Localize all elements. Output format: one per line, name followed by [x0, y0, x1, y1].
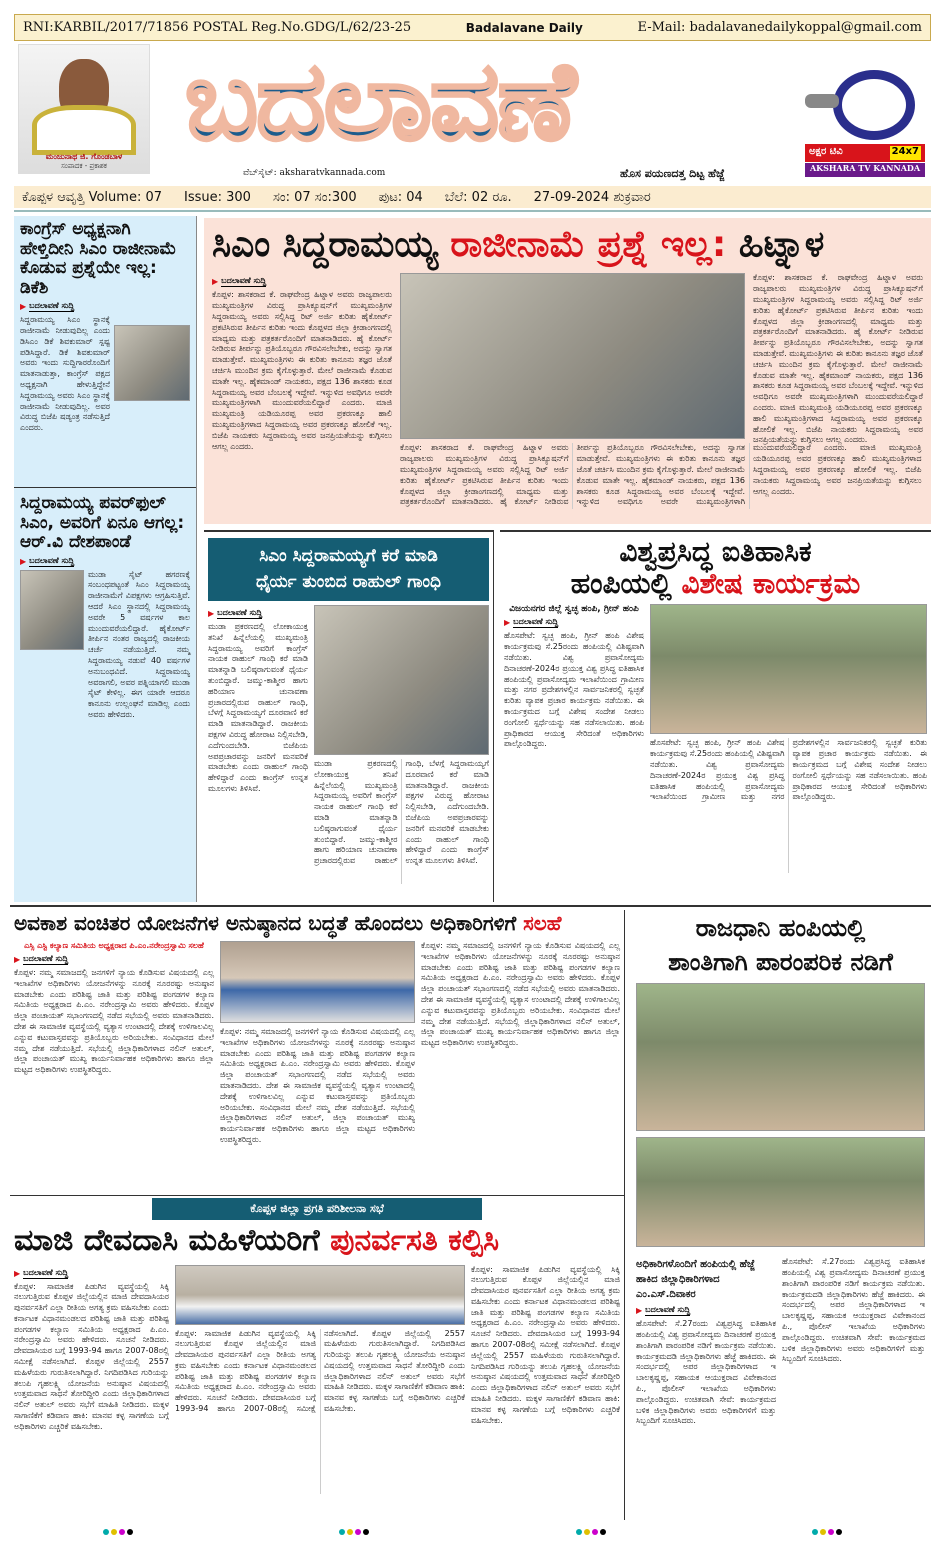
rahul-article: [204, 530, 494, 902]
byline: ▶ ಬದಲಾವಣೆ ಸುದ್ದಿ: [20, 301, 75, 312]
byline: ▶ ಬದಲಾವಣೆ ಸುದ್ದಿ: [14, 954, 69, 964]
issue-info-bar: [14, 186, 931, 208]
hampi-article: [500, 530, 931, 902]
article-body: ಕೊಪ್ಪಳ: ಸಾಮಾಜಿಕ ಪಿಡುಗಿನ ವ್ಯವಸ್ಥೆಯಲ್ಲಿ ಸಿಕ್ಕಿ ನಲುಗುತ್ತಿರುವ ಕೊಪ್ಪಳ ಜಿಲ್ಲೆಯಲ್ಲಿನ ಮಾಜಿ ದೇವದಾಸಿಯರ ಪುನರ್ವಸತಿಗೆ ಎಲ್ಲಾ ರೀತಿಯ ಅಗತ್ಯ ಕ್ರಮ ವಹಿಸಬೇಕು ಎಂದು ಕರ್ನಾಟಕ ವಿಧಾನಮಂಡಲದ ಪರಿಶಿಷ್ಟ ಜಾತಿ ಮತ್ತು ಪರಿಶಿಷ್ಟ ಪಂಗಡಗಳ ಕಲ್ಯಾಣ ಸಮಿತಿಯ ಅಧ್ಯಕ್ಷರಾದ ಪಿ.ಎಂ. ನರೇಂದ್ರಸ್ವಾಮಿ ಅವರು ಹೇಳಿದರು. ಸೂಚನೆ ನೀಡಿದರು. ದೇವದಾಸಿಯರ ಬಗ್ಗೆ 1993-94 ಹಾಗೂ 2007-08ರಲ್ಲಿ ಸಮೀಕ್ಷೆ ನಡೆಸಲಾಗಿದೆ. ಕೊಪ್ಪಳ ಜಿಲ್ಲೆಯಲ್ಲಿ 2557 ಮಹಿಳೆಯರು ಗುರುತಿಸಲಾಗಿದ್ದಾರೆ. ನಿಗದಿಪಡಿಸಿದ ಗುರಿಯನ್ನು ತಲುಪಿ ಗೃಹಲಕ್ಷ್ಮಿ ಯೋಜನೆಯ ಅನುಷ್ಠಾನ ವಿಷಯದಲ್ಲಿ ಉತ್ತಮವಾದ ಸಾಧನೆ ತೋರಿದ್ದೀರಿ ಎಂದು ಜಿಲ್ಲಾಧಿಕಾರಿಗಳಾದ ನಲಿನ್ ಅತುಲ್ ಅವರು ಸಭೆಗೆ ಮಾಹಿತಿ ನೀಡಿದರು. ಮಕ್ಕಳ ಸಾಗಾಣಿಕೆಗೆ ಕಡಿವಾಣ ಹಾಕಿ: ಮಾನವ ಕಳ್ಳ ಸಾಗಣೆಯ ಬಗ್ಗೆ ಅಧಿಕಾರಿಗಳು ಎಚ್ಚರಿಕೆ ವಹಿಸಬೇಕು.: [175, 1328, 466, 1414]
editor-role: ಸಂಪಾದಕ - ಪ್ರಕಾಶಕ: [61, 162, 107, 170]
byline: ▶ ಬದಲಾವಣೆ ಸುದ್ದಿ: [208, 608, 263, 618]
footer-color-dots: [0, 1522, 945, 1542]
headline: ಕಾಂಗ್ರೆಸ್ ಅಧ್ಯಕ್ಷನಾಗಿ ಹೇಳ್ತಿದೀನಿ ಸಿಎಂ ರಾಜೀನಾಮೆ ಕೊಡುವ ಪ್ರಶ್ನೆಯೇ ಇಲ್ಲ: ಡಿಕೆಶಿ: [20, 219, 177, 298]
tagline: ಹೊಸ ಪಯಣದತ್ತ ದಿಟ್ಟ ಹೆಜ್ಜೆ: [620, 167, 725, 180]
page-number: ಪುಟ: 04: [378, 189, 423, 205]
headline-line2: ಹಂಪಿಯಲ್ಲಿ ವಿಶೇಷ ಕಾರ್ಯಕ್ರಮ: [570, 567, 861, 601]
heritage-walk-photo-2: [636, 1137, 925, 1247]
salahe-article: [10, 910, 625, 1195]
article-body: ಮುಡಾ ಪ್ರಕರಣದಲ್ಲಿ ಲೋಕಾಯುಕ್ತ ತನಿಖೆ ಹಿನ್ನೆಲೆಯಲ್ಲಿ ಮುಖ್ಯಮಂತ್ರಿ ಸಿದ್ದರಾಮಯ್ಯ ಅವರಿಗೆ ಕಾಂಗ್ರೆಸ್ ನಾಯಕ ರಾಹುಲ್ ಗಾಂಧಿ ಕರೆ ಮಾಡಿ ಮಾತನ್ನಾಡಿ ಬಲಿಷ್ಠರಾಗುವಂತೆ ಧೈರ್ಯ ತುಂಬಿದ್ದಾರೆ. ಜಮ್ಮು-ಕಾಶ್ಮೀರ ಹಾಗು ಹರಿಯಾಣ ಚುನಾವಣಾ ಪ್ರಚಾರದಲ್ಲಿರುವ ರಾಹುಲ್ ಗಾಂಧಿ, ಬೆಳಗ್ಗೆ ಸಿದ್ದರಾಮಯ್ಯಗೆ ದೂರವಾಣಿ ಕರೆ ಮಾಡಿ ಮಾತನಾಡಿದ್ದಾರೆ. ರಾಜಕೀಯ ಪಕ್ಷಗಳ ವಿರುದ್ಧ ಹೋರಾಟ ನಿಲ್ಲಿಸಬೇಡಿ, ಎದೆಗುಂದಬೇಡಿ. ಬಿಜೆಪಿಯ ಅಪಪ್ರಚಾರವನ್ನು ಜನರಿಗೆ ಮನವರಿಕೆ ಮಾಡಬೇಕು ಎಂದು ರಾಹುಲ್ ಗಾಂಧಿ ಹೇಳಿದ್ದಾರೆ ಎಂದು ಕಾಂಗ್ರೆಸ್ ಉನ್ನತ ಮೂಲಗಳು ತಿಳಿಸಿವೆ.: [314, 759, 489, 866]
lead-article: [204, 218, 931, 524]
headline: ಸಿಎಂ ಸಿದ್ದರಾಮಯ್ಯಗೆ ಕರೆ ಮಾಡಿ ಧೈರ್ಯ ತುಂಬಿದ ರಾಹುಲ್ ಗಾಂಧಿ: [208, 538, 489, 601]
subhead: ಎಸ್ಸಿ ಎಸ್ಟಿ ಕಲ್ಯಾಣ ಸಮಿತಿಯ ಅಧ್ಯಕ್ಷರಾದ ಪಿ.ಎಂ.ನರೇಂದ್ರಸ್ವಾಮಿ ಸಲಹೆ: [24, 941, 204, 950]
article-body: ಹೊಸಪೇಟೆ: ಸ್ವಚ್ಛ ಹಂಪಿ, ಗ್ರೀನ್ ಹಂಪಿ ವಿಶೇಷ ಕಾರ್ಯಕ್ರಮವು ಸೆ.25ರಂದು ಹಂಪಿಯಲ್ಲಿ ವಿಶಿಷ್ಟವಾಗಿ ನಡೆಯಿತು. ವಿಶ್ವ ಪ್ರವಾಸೋದ್ಯಮ ದಿನಾಚರಣೆ-2024ರ ಪ್ರಯುಕ್ತ ವಿಶ್ವ ಪ್ರಸಿದ್ಧ ಐತಿಹಾಸಿಕ ಹಂಪಿಯಲ್ಲಿ ಪ್ರವಾಸೋದ್ಯಮ ಇಲಾಖೆಯಿಂದ ಗ್ರಾಮೀಣ ಮತ್ತು ನಗರ ಪ್ರದೇಶಗಳಲ್ಲಿನ ಸಾರ್ವಜನಿಕರಲ್ಲಿ ಸ್ವಚ್ಛತೆ ಕುರಿತು ವ್ಯಾಪಕ ಪ್ರಚಾರ ಕಾರ್ಯಕ್ರಮ ನಡೆಯಿತು. ಈ ಕಾರ್ಯಕ್ರಮದ ಬಗ್ಗೆ ವಿಶೇಷ ಸಂದೇಶ ನೀಡಲು ರಂಗೋಲಿ ಸ್ಪರ್ಧೆಯನ್ನು ಸಹ ನಡೆಸಲಾಯಿತು. ಹಂಪಿ ಪ್ರಾಧಿಕಾರದ ಆಯುಕ್ತ ಸೇರಿದಂತೆ ಅಧಿಕಾರಿಗಳು ಪಾಲ್ಗೊಂಡಿದ್ದರು.: [504, 631, 644, 749]
heritage-walk-photo-1: [636, 983, 925, 1131]
issue: Issue: 300: [184, 189, 251, 205]
paper-english-name: Badalavane Daily: [465, 20, 583, 35]
devadasi-article: [10, 1195, 625, 1520]
dk-shivakumar-photo: [114, 325, 190, 401]
top-strip: [14, 14, 931, 41]
subhead: ಅಧಿಕಾರಿಗಳೊಂದಿಗೆ ಹಂಪಿಯಲ್ಲಿ ಹೆಜ್ಜೆ ಹಾಕಿದ ಜಿಲ್ಲಾಧಿಕಾರಿಗಳಾದ ಎಂ.ಎಸ್.ದಿವಾಕರ: [636, 1259, 755, 1301]
article-body: ಹೊಸಪೇಟೆ: ಸೆ.27ರಂದು ವಿಶ್ವಪ್ರಸಿದ್ಧ ಐತಿಹಾಸಿಕ ಹಂಪಿಯಲ್ಲಿ ವಿಶ್ವ ಪ್ರವಾಸೋದ್ಯಮ ದಿನಾಚರಣೆ ಪ್ರಯುಕ್ತ ಶಾಂತಿಗಾಗಿ ಪಾರಂಪರಿಕ ನಡಿಗೆ ಕಾರ್ಯಕ್ರಮ ನಡೆಯಿತು. ಕಾರ್ಯಕ್ರಮದಡಿ ಜಿಲ್ಲಾಧಿಕಾರಿಗಳು ಹೆಜ್ಜೆ ಹಾಕಿದರು. ಈ ಸಂದರ್ಭದಲ್ಲಿ ಅಪರ ಜಿಲ್ಲಾಧಿಕಾರಿಗಳಾದ ಇ ಬಾಲಕೃಷ್ಣಪ್ಪ, ಸಹಾಯಕ ಆಯುಕ್ತರಾದ ವಿವೇಕಾನಂದ ಪಿ., ಪೊಲೀಸ್ ಇಲಾಖೆಯ ಅಧಿಕಾರಿಗಳು ಪಾಲ್ಗೊಂಡಿದ್ದರು. ಉಚಿತವಾಗಿ ಸೇವೆ: ಕಾರ್ಯಕ್ರಮದ ಬಳಿಕ ಜಿಲ್ಲಾಧಿಕಾರಿಗಳು ಅವರು ಅಧಿಕಾರಿಗಳಿಗೆ ಮತ್ತು ಸಿಬ್ಬಂದಿಗೆ ಸೂಚಿಸಿದರು.: [636, 1319, 776, 1426]
headline: ಸಿದ್ದರಾಮಯ್ಯ ಪವರ್‌ಫುಲ್ ಸಿಎಂ, ಅವರಿಗೆ ಏನೂ ಆಗಲ್ಲ: ಆರ್.ವಿ ದೇಶಪಾಂಡೆ: [20, 493, 185, 553]
byline: ▶ ಬದಲಾವಣೆ ಸುದ್ದಿ: [636, 1305, 691, 1316]
kicker-banner: ಕೊಪ್ಪಳ ಜಿಲ್ಲಾ ಪ್ರಗತಿ ಪರಿಶೀಲನಾ ಸಭೆ: [152, 1198, 482, 1220]
byline: ▶ ಬದಲಾವಣೆ ಸುದ್ದಿ: [212, 276, 267, 287]
article-body: ಕೊಪ್ಪಳ: ನಮ್ಮ ಸಮಾಜದಲ್ಲಿ ಜನಗಳಿಗೆ ನ್ಯಾಯ ಕೊಡಿಸುವ ವಿಷಯದಲ್ಲಿ ಎಲ್ಲ ಇಲಾಖೆಗಳ ಅಧಿಕಾರಿಗಳು ಯೋಜನೆಗಳನ್ನು ನೂರಕ್ಕೆ ನೂರರಷ್ಟು ಅನುಷ್ಠಾನ ಮಾಡಬೇಕು ಎಂದು ಪರಿಶಿಷ್ಟ ಜಾತಿ ಮತ್ತು ಪರಿಶಿಷ್ಟ ಪಂಗಡಗಳ ಕಲ್ಯಾಣ ಸಮಿತಿಯ ಅಧ್ಯಕ್ಷರಾದ ಪಿ.ಎಂ. ನರೇಂದ್ರಸ್ವಾಮಿ ಅವರು ಹೇಳಿದರು. ಕೊಪ್ಪಳ ಜಿಲ್ಲಾ ಪಂಚಾಯತ್ ಸಭಾಂಗಣದಲ್ಲಿ ನಡೆದ ಸಭೆಯಲ್ಲಿ ಅವರು ಮಾತನಾಡಿದರು. ದೇಶ ಈ ಸಾಮಾಜಿಕ ವ್ಯವಸ್ಥೆಯಲ್ಲಿ ವ್ಯತ್ಯಾಸ ಉಂಟಾದಲ್ಲಿ ದೇಶಕ್ಕೆ ಉಳಿಗಾಲವಿಲ್ಲ ಎನ್ನುವ ಕಟುವಾಸ್ತವವನ್ನು ಪ್ರತಿಯೊಬ್ಬರು ಅರಿಯಬೇಕು. ಸಂವಿಧಾನದ ಮೇಲೆ ನಮ್ಮ ದೇಶ ನಡೆಯುತ್ತಿದೆ. ಸಭೆಯಲ್ಲಿ ಜಿಲ್ಲಾಧಿಕಾರಿಗಳಾದ ನಲಿನ್ ಅತುಲ್, ಜಿಲ್ಲಾ ಪಂಚಾಯತ್ ಮುಖ್ಯ ಕಾರ್ಯನಿರ್ವಾಹಕ ಅಧಿಕಾರಿಗಳು ಹಾಗೂ ಜಿಲ್ಲಾ ಮಟ್ಟದ ಅಧಿಕಾರಿಗಳು ಉಪಸ್ಥಿತರಿದ್ದರು.: [14, 968, 214, 1075]
tv-logo-ring-icon: [833, 70, 915, 140]
headline: ವಿಶ್ವಪ್ರಸಿದ್ಧ ಐತಿಹಾಸಿಕ: [619, 535, 812, 568]
rv-deshpande-photo: [20, 570, 84, 650]
article-body: ಕೊಪ್ಪಳ: ನಮ್ಮ ಸಮಾಜದಲ್ಲಿ ಜನಗಳಿಗೆ ನ್ಯಾಯ ಕೊಡಿಸುವ ವಿಷಯದಲ್ಲಿ ಎಲ್ಲ ಇಲಾಖೆಗಳ ಅಧಿಕಾರಿಗಳು ಯೋಜನೆಗಳನ್ನು ನೂರಕ್ಕೆ ನೂರರಷ್ಟು ಅನುಷ್ಠಾನ ಮಾಡಬೇಕು ಎಂದು ಪರಿಶಿಷ್ಟ ಜಾತಿ ಮತ್ತು ಪರಿಶಿಷ್ಟ ಪಂಗಡಗಳ ಕಲ್ಯಾಣ ಸಮಿತಿಯ ಅಧ್ಯಕ್ಷರಾದ ಪಿ.ಎಂ. ನರೇಂದ್ರಸ್ವಾಮಿ ಅವರು ಹೇಳಿದರು. ಕೊಪ್ಪಳ ಜಿಲ್ಲಾ ಪಂಚಾಯತ್ ಸಭಾಂಗಣದಲ್ಲಿ ನಡೆದ ಸಭೆಯಲ್ಲಿ ಅವರು ಮಾತನಾಡಿದರು. ದೇಶ ಈ ಸಾಮಾಜಿಕ ವ್ಯವಸ್ಥೆಯಲ್ಲಿ ವ್ಯತ್ಯಾಸ ಉಂಟಾದಲ್ಲಿ ದೇಶಕ್ಕೆ ಉಳಿಗಾಲವಿಲ್ಲ ಎನ್ನುವ ಕಟುವಾಸ್ತವವನ್ನು ಪ್ರತಿಯೊಬ್ಬರು ಅರಿಯಬೇಕು. ಸಂವಿಧಾನದ ಮೇಲೆ ನಮ್ಮ ದೇಶ ನಡೆಯುತ್ತಿದೆ. ಸಭೆಯಲ್ಲಿ ಜಿಲ್ಲಾಧಿಕಾರಿಗಳಾದ ನಲಿನ್ ಅತುಲ್, ಜಿಲ್ಲಾ ಪಂಚಾಯತ್ ಮುಖ್ಯ ಕಾರ್ಯನಿರ್ವಾಹಕ ಅಧಿಕಾರಿಗಳು ಹಾಗೂ ಜಿಲ್ಲಾ ಮಟ್ಟದ ಅಧಿಕಾರಿಗಳು ಉಪಸ್ಥಿತರಿದ್ದರು.: [220, 1027, 415, 1144]
editor-photo: [18, 44, 150, 174]
editor-name: ಮಂಜುನಾಥ ಜಿ. ಗೊಂಡಬಾಳ: [45, 152, 123, 161]
article-body: ಹೊಸಪೇಟೆ: ಸ್ವಚ್ಛ ಹಂಪಿ, ಗ್ರೀನ್ ಹಂಪಿ ವಿಶೇಷ ಕಾರ್ಯಕ್ರಮವು ಸೆ.25ರಂದು ಹಂಪಿಯಲ್ಲಿ ವಿಶಿಷ್ಟವಾಗಿ ನಡೆಯಿತು. ವಿಶ್ವ ಪ್ರವಾಸೋದ್ಯಮ ದಿನಾಚರಣೆ-2024ರ ಪ್ರಯುಕ್ತ ವಿಶ್ವ ಪ್ರಸಿದ್ಧ ಐತಿಹಾಸಿಕ ಹಂಪಿಯಲ್ಲಿ ಪ್ರವಾಸೋದ್ಯಮ ಇಲಾಖೆಯಿಂದ ಗ್ರಾಮೀಣ ಮತ್ತು ನಗರ ಪ್ರದೇಶಗಳಲ್ಲಿನ ಸಾರ್ವಜನಿಕರಲ್ಲಿ ಸ್ವಚ್ಛತೆ ಕುರಿತು ವ್ಯಾಪಕ ಪ್ರಚಾರ ಕಾರ್ಯಕ್ರಮ ನಡೆಯಿತು. ಈ ಕಾರ್ಯಕ್ರಮದ ಬಗ್ಗೆ ವಿಶೇಷ ಸಂದೇಶ ನೀಡಲು ರಂಗೋಲಿ ಸ್ಪರ್ಧೆಯನ್ನು ಸಹ ನಡೆಸಲಾಯಿತು. ಹಂಪಿ ಪ್ರಾಧಿಕಾರದ ಆಯುಕ್ತ ಸೇರಿದಂತೆ ಅಧಿಕಾರಿಗಳು ಪಾಲ್ಗೊಂಡಿದ್ದರು.: [650, 738, 927, 802]
price: ಬೆಲೆ: 02 ರೂ.: [444, 189, 512, 205]
article-body: ಕೊಪ್ಪಳ: ಶಾಸಕರಾದ ಕೆ. ರಾಘವೇಂದ್ರ ಹಿಟ್ನಾಳ ಅವರು ರಾಜ್ಯಪಾಲರು ಮುಖ್ಯಮಂತ್ರಿಗಳ ವಿರುದ್ಧ ಪ್ರಾಸಿಕ್ಯೂಷನ್‌ಗೆ ಮುಖ್ಯಮಂತ್ರಿಗಳ ಸಿದ್ದರಾಮಯ್ಯ ಅವರು ಸಲ್ಲಿಸಿದ್ದ ರಿಟ್ ಅರ್ಜಿ ಕುರಿತು ಹೈಕೋರ್ಟ್ ಪ್ರಕಟಿಸಿರುವ ತೀರ್ಪಿನ ಕುರಿತು ಇಂದು ಕೊಪ್ಪಳದ ಜಿಲ್ಲಾ ಕ್ರೀಡಾಂಗಣದಲ್ಲಿ ಮಾಧ್ಯಮ ಮತ್ತು ಪತ್ರಕರ್ತರೊಂದಿಗೆ ಮಾತನಾಡಿದರು. ಹೈ ಕೋರ್ಟ್ ನೀಡಿರುವ ತೀರ್ಪನ್ನು ಪ್ರತಿಯೊಬ್ಬರೂ ಗೌರವಿಸಲೇಬೇಕು, ಅದನ್ನು ಸ್ವಾಗತ ಮಾಡುತ್ತೇವೆ. ಮುಖ್ಯಮಂತ್ರಿಗಳು ಈ ಕುರಿತು ಕಾನೂನು ತಜ್ಞರ ಜೊತೆ ಚರ್ಚಿಸಿ ಮುಂದಿನ ಕ್ರಮ ಕೈಗೊಳ್ಳುತ್ತಾರೆ. ಮೇಲೆ ರಾಜೀನಾಮೆ ಕೊಡುವ ಮಾತೇ ಇಲ್ಲ. ಹೈಕಮಾಂಡ್ ನಾಯಕರು, ಪಕ್ಷದ 136 ಶಾಸಕರು ಕೂಡ ಸಿದ್ದರಾಮಯ್ಯ ಅವರ ಬೆಂಬಲಕ್ಕೆ ಇದ್ದೇವೆ. ಇನ್ನುಳಿದ ಅವಧಿಗೂ ಅವರೇ ಮುಖ್ಯಮಂತ್ರಿಗಳಾಗಿ ಮುಂದುವರೆಯಲಿದ್ದಾರೆ ಎಂದರು. ಮಾಜಿ ಮುಖ್ಯಮಂತ್ರಿ ಯಡಿಯೂರಪ್ಪ ಅವರ ಪ್ರಕರಣಕ್ಕೂ ಹಾಲಿ ಮುಖ್ಯಮಂತ್ರಿಗಳಾದ ಸಿದ್ದರಾಮಯ್ಯ ಅವರ ಪ್ರಕರಣಕ್ಕೂ ಹೋಲಿಕೆ ಇಲ್ಲ. ಬಿಜೆಪಿ ನಾಯಕರು ಸಿದ್ದರಾಮಯ್ಯ ಅವರ ಜನಪ್ರಿಯತೆಯನ್ನು ಕುಗ್ಗಿಸಲು ಆಗಲ್ಲ ಎಂದರು.: [753, 273, 923, 445]
article-body: ಮುಡಾ ಪ್ರಕರಣದಲ್ಲಿ ಲೋಕಾಯುಕ್ತ ತನಿಖೆ ಹಿನ್ನೆಲೆಯಲ್ಲಿ ಮುಖ್ಯಮಂತ್ರಿ ಸಿದ್ದರಾಮಯ್ಯ ಅವರಿಗೆ ಕಾಂಗ್ರೆಸ್ ನಾಯಕ ರಾಹುಲ್ ಗಾಂಧಿ ಕರೆ ಮಾಡಿ ಮಾತನ್ನಾಡಿ ಬಲಿಷ್ಠರಾಗುವಂತೆ ಧೈರ್ಯ ತುಂಬಿದ್ದಾರೆ. ಜಮ್ಮು-ಕಾಶ್ಮೀರ ಹಾಗು ಹರಿಯಾಣ ಚುನಾವಣಾ ಪ್ರಚಾರದಲ್ಲಿರುವ ರಾಹುಲ್ ಗಾಂಧಿ, ಬೆಳಗ್ಗೆ ಸಿದ್ದರಾಮಯ್ಯಗೆ ದೂರವಾಣಿ ಕರೆ ಮಾಡಿ ಮಾತನಾಡಿದ್ದಾರೆ. ರಾಜಕೀಯ ಪಕ್ಷಗಳ ವಿರುದ್ಧ ಹೋರಾಟ ನಿಲ್ಲಿಸಬೇಡಿ, ಎದೆಗುಂದಬೇಡಿ. ಬಿಜೆಪಿಯ ಅಪಪ್ರಚಾರವನ್ನು ಜನರಿಗೆ ಮನವರಿಕೆ ಮಾಡಬೇಕು ಎಂದು ರಾಹುಲ್ ಗಾಂಧಿ ಹೇಳಿದ್ದಾರೆ ಎಂದು ಕಾಂಗ್ರೆಸ್ ಉನ್ನತ ಮೂಲಗಳು ತಿಳಿಸಿವೆ.: [208, 622, 308, 793]
divider: [14, 210, 931, 212]
headline: ಸಿಎಂ ಸಿದ್ದರಾಮಯ್ಯ ರಾಜೀನಾಮೆ ಪ್ರಶ್ನೆ ಇಲ್ಲ: ಹಿಟ್ನಾಳ: [212, 224, 825, 265]
review-meeting-photo: [175, 1265, 465, 1325]
tv-english-name: AKSHARA TV KANNADA: [805, 163, 925, 177]
article-body: ಕೊಪ್ಪಳ: ಶಾಸಕರಾದ ಕೆ. ರಾಘವೇಂದ್ರ ಹಿಟ್ನಾಳ ಅವರು ರಾಜ್ಯಪಾಲರು ಮುಖ್ಯಮಂತ್ರಿಗಳ ವಿರುದ್ಧ ಪ್ರಾಸಿಕ್ಯೂಷನ್‌ಗೆ ಮುಖ್ಯಮಂತ್ರಿಗಳ ಸಿದ್ದರಾಮಯ್ಯ ಅವರು ಸಲ್ಲಿಸಿದ್ದ ರಿಟ್ ಅರ್ಜಿ ಕುರಿತು ಹೈಕೋರ್ಟ್ ಪ್ರಕಟಿಸಿರುವ ತೀರ್ಪಿನ ಕುರಿತು ಇಂದು ಕೊಪ್ಪಳದ ಜಿಲ್ಲಾ ಕ್ರೀಡಾಂಗಣದಲ್ಲಿ ಮಾಧ್ಯಮ ಮತ್ತು ಪತ್ರಕರ್ತರೊಂದಿಗೆ ಮಾತನಾಡಿದರು. ಹೈ ಕೋರ್ಟ್ ನೀಡಿರುವ ತೀರ್ಪನ್ನು ಪ್ರತಿಯೊಬ್ಬರೂ ಗೌರವಿಸಲೇಬೇಕು, ಅದನ್ನು ಸ್ವಾಗತ ಮಾಡುತ್ತೇವೆ. ಮುಖ್ಯಮಂತ್ರಿಗಳು ಈ ಕುರಿತು ಕಾನೂನು ತಜ್ಞರ ಜೊತೆ ಚರ್ಚಿಸಿ ಮುಂದಿನ ಕ್ರಮ ಕೈಗೊಳ್ಳುತ್ತಾರೆ. ಮೇಲೆ ರಾಜೀನಾಮೆ ಕೊಡುವ ಮಾತೇ ಇಲ್ಲ. ಹೈಕಮಾಂಡ್ ನಾಯಕರು, ಪಕ್ಷದ 136 ಶಾಸಕರು ಕೂಡ ಸಿದ್ದರಾಮಯ್ಯ ಅವರ ಬೆಂಬಲಕ್ಕೆ ಇದ್ದೇವೆ. ಇನ್ನುಳಿದ ಅವಧಿಗೂ ಅವರೇ ಮುಖ್ಯಮಂತ್ರಿಗಳಾಗಿ ಮುಂದುವರೆಯಲಿದ್ದಾರೆ ಎಂದರು. ಮಾಜಿ ಮುಖ್ಯಮಂತ್ರಿ ಯಡಿಯೂರಪ್ಪ ಅವರ ಪ್ರಕರಣಕ್ಕೂ ಹಾಲಿ ಮುಖ್ಯಮಂತ್ರಿಗಳಾದ ಸಿದ್ದರಾಮಯ್ಯ ಅವರ ಪ್ರಕರಣಕ್ಕೂ ಹೋಲಿಕೆ ಇಲ್ಲ. ಬಿಜೆಪಿ ನಾಯಕರು ಸಿದ್ದರಾಮಯ್ಯ ಅವರ ಜನಪ್ರಿಯತೆಯನ್ನು ಕುಗ್ಗಿಸಲು ಆಗಲ್ಲ ಎಂದರು.: [212, 290, 392, 451]
article-deshpande: [14, 488, 196, 900]
article-body: ಕೊಪ್ಪಳ: ಸಾಮಾಜಿಕ ಪಿಡುಗಿನ ವ್ಯವಸ್ಥೆಯಲ್ಲಿ ಸಿಕ್ಕಿ ನಲುಗುತ್ತಿರುವ ಕೊಪ್ಪಳ ಜಿಲ್ಲೆಯಲ್ಲಿನ ಮಾಜಿ ದೇವದಾಸಿಯರ ಪುನರ್ವಸತಿಗೆ ಎಲ್ಲಾ ರೀತಿಯ ಅಗತ್ಯ ಕ್ರಮ ವಹಿಸಬೇಕು ಎಂದು ಕರ್ನಾಟಕ ವಿಧಾನಮಂಡಲದ ಪರಿಶಿಷ್ಟ ಜಾತಿ ಮತ್ತು ಪರಿಶಿಷ್ಟ ಪಂಗಡಗಳ ಕಲ್ಯಾಣ ಸಮಿತಿಯ ಅಧ್ಯಕ್ಷರಾದ ಪಿ.ಎಂ. ನರೇಂದ್ರಸ್ವಾಮಿ ಅವರು ಹೇಳಿದರು. ಸೂಚನೆ ನೀಡಿದರು. ದೇವದಾಸಿಯರ ಬಗ್ಗೆ 1993-94 ಹಾಗೂ 2007-08ರಲ್ಲಿ ಸಮೀಕ್ಷೆ ನಡೆಸಲಾಗಿದೆ. ಕೊಪ್ಪಳ ಜಿಲ್ಲೆಯಲ್ಲಿ 2557 ಮಹಿಳೆಯರು ಗುರುತಿಸಲಾಗಿದ್ದಾರೆ. ನಿಗದಿಪಡಿಸಿದ ಗುರಿಯನ್ನು ತಲುಪಿ ಗೃಹಲಕ್ಷ್ಮಿ ಯೋಜನೆಯ ಅನುಷ್ಠಾನ ವಿಷಯದಲ್ಲಿ ಉತ್ತಮವಾದ ಸಾಧನೆ ತೋರಿದ್ದೀರಿ ಎಂದು ಜಿಲ್ಲಾಧಿಕಾರಿಗಳಾದ ನಲಿನ್ ಅತುಲ್ ಅವರು ಸಭೆಗೆ ಮಾಹಿತಿ ನೀಡಿದರು. ಮಕ್ಕಳ ಸಾಗಾಣಿಕೆಗೆ ಕಡಿವಾಣ ಹಾಕಿ: ಮಾನವ ಕಳ್ಳ ಸಾಗಣೆಯ ಬಗ್ಗೆ ಅಧಿಕಾರಿಗಳು ಎಚ್ಚರಿಕೆ ವಹಿಸಬೇಕು.: [471, 1264, 620, 1425]
article-body: ಹೊಸಪೇಟೆ: ಸೆ.27ರಂದು ವಿಶ್ವಪ್ರಸಿದ್ಧ ಐತಿಹಾಸಿಕ ಹಂಪಿಯಲ್ಲಿ ವಿಶ್ವ ಪ್ರವಾಸೋದ್ಯಮ ದಿನಾಚರಣೆ ಪ್ರಯುಕ್ತ ಶಾಂತಿಗಾಗಿ ಪಾರಂಪರಿಕ ನಡಿಗೆ ಕಾರ್ಯಕ್ರಮ ನಡೆಯಿತು. ಕಾರ್ಯಕ್ರಮದಡಿ ಜಿಲ್ಲಾಧಿಕಾರಿಗಳು ಹೆಜ್ಜೆ ಹಾಕಿದರು. ಈ ಸಂದರ್ಭದಲ್ಲಿ ಅಪರ ಜಿಲ್ಲಾಧಿಕಾರಿಗಳಾದ ಇ ಬಾಲಕೃಷ್ಣಪ್ಪ, ಸಹಾಯಕ ಆಯುಕ್ತರಾದ ವಿವೇಕಾನಂದ ಪಿ., ಪೊಲೀಸ್ ಇಲಾಖೆಯ ಅಧಿಕಾರಿಗಳು ಪಾಲ್ಗೊಂಡಿದ್ದರು. ಉಚಿತವಾಗಿ ಸೇವೆ: ಕಾರ್ಯಕ್ರಮದ ಬಳಿಕ ಜಿಲ್ಲಾಧಿಕಾರಿಗಳು ಅವರು ಅಧಿಕಾರಿಗಳಿಗೆ ಮತ್ತು ಸಿಬ್ಬಂದಿಗೆ ಸೂಚಿಸಿದರು.: [782, 1257, 925, 1364]
article-body: ಮುಡಾ ಸೈಟ್ ಹಗರಣಕ್ಕೆ ಸಂಬಂಧಪಟ್ಟಂತೆ ಸಿಎಂ ಸಿದ್ದರಾಮಯ್ಯ ರಾಜೀನಾಮೆಗೆ ವಿಪಕ್ಷಗಳು ಆಗ್ರಹಿಸುತ್ತಿವೆ. ಆದರೆ ಸಿಎಂ ಸ್ಥಾನದಲ್ಲಿ ಸಿದ್ದರಾಮಯ್ಯ ಅವರೇ 5 ವರ್ಷಗಳ ಕಾಲ ಮುಂದುವರೆಯಲಿದ್ದಾರೆ. ಹೈಕೋರ್ಟ್ ತೀರ್ಪಿನ ನಂತರ ರಾಜ್ಯದಲ್ಲಿ ರಾಜಕೀಯ ಚರ್ಚೆ ನಡೆಯುತ್ತಿದೆ. ನಮ್ಮ ಸಿದ್ದರಾಮಯ್ಯ ನಡುವೆ 40 ವರ್ಷಗಳ ಅನುಬಂಧವಿದೆ. ಸಿದ್ದರಾಮಯ್ಯ ಅವರಾಗಲಿ, ಅವರ ಪತ್ನಿಯಾಗಲಿ ಮುಡಾ ಸೈಟ್ ಕೇಳಿಲ್ಲ. ಈಗ ಯಾರೇ ಆದರೂ ಕಾನೂನು ಉಲ್ಲಂಘನೆ ಮಾಡಿಲ್ಲ ಎಂದು ಅವರು ಹೇಳಿದರು.: [88, 569, 190, 719]
tv-kannada-name: ಅಕ್ಷರ ಟಿವಿ: [809, 146, 843, 157]
article-body: ಸಿದ್ದರಾಮಯ್ಯ ಸಿಎಂ ಸ್ಥಾನಕ್ಕೆ ರಾಜೀನಾಮೆ ನೀಡುವುದಿಲ್ಲ ಎಂದು ಡಿಸಿಎಂ ಡಿಕೆ ಶಿವಕುಮಾರ್ ಸ್ಪಷ್ಟ ಪಡಿಸಿದ್ದಾರೆ. ಡಿಕೆ ಶಿವಕುಮಾರ್ ಅವರು ಇಂದು ಸುದ್ದಿಗಾರರೊಂದಿಗೆ ಮಾತನಾಡುತ್ತಾ, ಕಾಂಗ್ರೆಸ್ ಪಕ್ಷದ ಅಧ್ಯಕ್ಷನಾಗಿ ಹೇಳುತ್ತಿದ್ದೇನೆ ಸಿದ್ದರಾಮಯ್ಯ ಅವರು ಸಿಎಂ ಸ್ಥಾನಕ್ಕೆ ರಾಜೀನಾಮೆ ನೀಡುವುದಿಲ್ಲ. ಅವರ ವಿರುದ್ಧ ಬಿಜೆಪಿ ಷಡ್ಯಂತ್ರ ನಡೆಸುತ್ತಿದೆ ಎಂದರು.: [20, 315, 110, 433]
tv-logo: [805, 70, 925, 180]
hitnal-press-photo: [400, 273, 745, 439]
article-body: ಕೊಪ್ಪಳ: ನಮ್ಮ ಸಮಾಜದಲ್ಲಿ ಜನಗಳಿಗೆ ನ್ಯಾಯ ಕೊಡಿಸುವ ವಿಷಯದಲ್ಲಿ ಎಲ್ಲ ಇಲಾಖೆಗಳ ಅಧಿಕಾರಿಗಳು ಯೋಜನೆಗಳನ್ನು ನೂರಕ್ಕೆ ನೂರರಷ್ಟು ಅನುಷ್ಠಾನ ಮಾಡಬೇಕು ಎಂದು ಪರಿಶಿಷ್ಟ ಜಾತಿ ಮತ್ತು ಪರಿಶಿಷ್ಟ ಪಂಗಡಗಳ ಕಲ್ಯಾಣ ಸಮಿತಿಯ ಅಧ್ಯಕ್ಷರಾದ ಪಿ.ಎಂ. ನರೇಂದ್ರಸ್ವಾಮಿ ಅವರು ಹೇಳಿದರು. ಕೊಪ್ಪಳ ಜಿಲ್ಲಾ ಪಂಚಾಯತ್ ಸಭಾಂಗಣದಲ್ಲಿ ನಡೆದ ಸಭೆಯಲ್ಲಿ ಅವರು ಮಾತನಾಡಿದರು. ದೇಶ ಈ ಸಾಮಾಜಿಕ ವ್ಯವಸ್ಥೆಯಲ್ಲಿ ವ್ಯತ್ಯಾಸ ಉಂಟಾದಲ್ಲಿ ದೇಶಕ್ಕೆ ಉಳಿಗಾಲವಿಲ್ಲ ಎನ್ನುವ ಕಟುವಾಸ್ತವವನ್ನು ಪ್ರತಿಯೊಬ್ಬರು ಅರಿಯಬೇಕು. ಸಂವಿಧಾನದ ಮೇಲೆ ನಮ್ಮ ದೇಶ ನಡೆಯುತ್ತಿದೆ. ಸಭೆಯಲ್ಲಿ ಜಿಲ್ಲಾಧಿಕಾರಿಗಳಾದ ನಲಿನ್ ಅತುಲ್, ಜಿಲ್ಲಾ ಪಂಚಾಯತ್ ಮುಖ್ಯ ಕಾರ್ಯನಿರ್ವಾಹಕ ಅಧಿಕಾರಿಗಳು ಹಾಗೂ ಜಿಲ್ಲಾ ಮಟ್ಟದ ಅಧಿಕಾರಿಗಳು ಉಪಸ್ಥಿತರಿದ್ದರು.: [421, 941, 620, 1048]
byline: ▶ ಬದಲಾವಣೆ ಸುದ್ದಿ: [504, 617, 559, 628]
email: E-Mail: badalavanedailykoppal@gmail.com: [637, 20, 922, 35]
headline: ಮಾಜಿ ದೇವದಾಸಿ ಮಹಿಳೆಯರಿಗೆ ಪುನರ್ವಸತಿ ಕಲ್ಪಿಸಿ: [14, 1223, 500, 1258]
masthead-logo: ಬದಲಾವಣೆ: [185, 39, 574, 164]
microphone-icon: [805, 94, 839, 108]
nadige-article: [630, 910, 931, 1520]
subhead: ವಿಜಯನಗರ ಜಿಲ್ಲೆ ಸ್ವಚ್ಛ ಹಂಪಿ, ಗ್ರೀನ್ ಹಂಪಿ: [509, 604, 639, 615]
headline: ರಾಜಧಾನಿ ಹಂಪಿಯಲ್ಲಿ ಶಾಂತಿಗಾಗಿ ಪಾರಂಪರಿಕ ನಡಿಗೆ: [668, 914, 893, 976]
byline: ▶ ಬದಲಾವಣೆ ಸುದ್ದಿ: [20, 555, 75, 566]
byline: ▶ ಬದಲಾವಣೆ ಸುದ್ದಿ: [14, 1267, 69, 1278]
volume-kannada: ಸಂ: 07 ಸಂ:300: [272, 189, 357, 205]
website: ವೆಬ್‌ಸೈಟ್: aksharatvkannada.com: [243, 168, 386, 178]
rni-number: RNI:KARBIL/2017/71856 POSTAL Reg.No.GDG/L/62/23-25: [23, 20, 412, 35]
date: 27-09-2024 ಶುಕ್ರವಾರ: [533, 189, 651, 205]
article-body: ಕೊಪ್ಪಳ: ಸಾಮಾಜಿಕ ಪಿಡುಗಿನ ವ್ಯವಸ್ಥೆಯಲ್ಲಿ ಸಿಕ್ಕಿ ನಲುಗುತ್ತಿರುವ ಕೊಪ್ಪಳ ಜಿಲ್ಲೆಯಲ್ಲಿನ ಮಾಜಿ ದೇವದಾಸಿಯರ ಪುನರ್ವಸತಿಗೆ ಎಲ್ಲಾ ರೀತಿಯ ಅಗತ್ಯ ಕ್ರಮ ವಹಿಸಬೇಕು ಎಂದು ಕರ್ನಾಟಕ ವಿಧಾನಮಂಡಲದ ಪರಿಶಿಷ್ಟ ಜಾತಿ ಮತ್ತು ಪರಿಶಿಷ್ಟ ಪಂಗಡಗಳ ಕಲ್ಯಾಣ ಸಮಿತಿಯ ಅಧ್ಯಕ್ಷರಾದ ಪಿ.ಎಂ. ನರೇಂದ್ರಸ್ವಾಮಿ ಅವರು ಹೇಳಿದರು. ಸೂಚನೆ ನೀಡಿದರು. ದೇವದಾಸಿಯರ ಬಗ್ಗೆ 1993-94 ಹಾಗೂ 2007-08ರಲ್ಲಿ ಸಮೀಕ್ಷೆ ನಡೆಸಲಾಗಿದೆ. ಕೊಪ್ಪಳ ಜಿಲ್ಲೆಯಲ್ಲಿ 2557 ಮಹಿಳೆಯರು ಗುರುತಿಸಲಾಗಿದ್ದಾರೆ. ನಿಗದಿಪಡಿಸಿದ ಗುರಿಯನ್ನು ತಲುಪಿ ಗೃಹಲಕ್ಷ್ಮಿ ಯೋಜನೆಯ ಅನುಷ್ಠಾನ ವಿಷಯದಲ್ಲಿ ಉತ್ತಮವಾದ ಸಾಧನೆ ತೋರಿದ್ದೀರಿ ಎಂದು ಜಿಲ್ಲಾಧಿಕಾರಿಗಳಾದ ನಲಿನ್ ಅತುಲ್ ಅವರು ಸಭೆಗೆ ಮಾಹಿತಿ ನೀಡಿದರು. ಮಕ್ಕಳ ಸಾಗಾಣಿಕೆಗೆ ಕಡಿವಾಣ ಹಾಕಿ: ಮಾನವ ಕಳ್ಳ ಸಾಗಣೆಯ ಬಗ್ಗೆ ಅಧಿಕಾರಿಗಳು ಎಚ್ಚರಿಕೆ ವಹಿಸಬೇಕು.: [14, 1281, 169, 1431]
edition: ಕೊಪ್ಪಳ ಆವೃತ್ತಿ Volume: 07: [22, 189, 162, 205]
divider: [10, 905, 931, 907]
tv-247: 24x7: [890, 146, 921, 160]
meeting-stage-photo: [220, 941, 415, 1023]
article-body: ಕೊಪ್ಪಳ: ಶಾಸಕರಾದ ಕೆ. ರಾಘವೇಂದ್ರ ಹಿಟ್ನಾಳ ಅವರು ರಾಜ್ಯಪಾಲರು ಮುಖ್ಯಮಂತ್ರಿಗಳ ವಿರುದ್ಧ ಪ್ರಾಸಿಕ್ಯೂಷನ್‌ಗೆ ಮುಖ್ಯಮಂತ್ರಿಗಳ ಸಿದ್ದರಾಮಯ್ಯ ಅವರು ಸಲ್ಲಿಸಿದ್ದ ರಿಟ್ ಅರ್ಜಿ ಕುರಿತು ಹೈಕೋರ್ಟ್ ಪ್ರಕಟಿಸಿರುವ ತೀರ್ಪಿನ ಕುರಿತು ಇಂದು ಕೊಪ್ಪಳದ ಜಿಲ್ಲಾ ಕ್ರೀಡಾಂಗಣದಲ್ಲಿ ಮಾಧ್ಯಮ ಮತ್ತು ಪತ್ರಕರ್ತರೊಂದಿಗೆ ಮಾತನಾಡಿದರು. ಹೈ ಕೋರ್ಟ್ ನೀಡಿರುವ ತೀರ್ಪನ್ನು ಪ್ರತಿಯೊಬ್ಬರೂ ಗೌರವಿಸಲೇಬೇಕು, ಅದನ್ನು ಸ್ವಾಗತ ಮಾಡುತ್ತೇವೆ. ಮುಖ್ಯಮಂತ್ರಿಗಳು ಈ ಕುರಿತು ಕಾನೂನು ತಜ್ಞರ ಜೊತೆ ಚರ್ಚಿಸಿ ಮುಂದಿನ ಕ್ರಮ ಕೈಗೊಳ್ಳುತ್ತಾರೆ. ಮೇಲೆ ರಾಜೀನಾಮೆ ಕೊಡುವ ಮಾತೇ ಇಲ್ಲ. ಹೈಕಮಾಂಡ್ ನಾಯಕರು, ಪಕ್ಷದ 136 ಶಾಸಕರು ಕೂಡ ಸಿದ್ದರಾಮಯ್ಯ ಅವರ ಬೆಂಬಲಕ್ಕೆ ಇದ್ದೇವೆ. ಇನ್ನುಳಿದ ಅವಧಿಗೂ ಅವರೇ ಮುಖ್ಯಮಂತ್ರಿಗಳಾಗಿ ಮುಂದುವರೆಯಲಿದ್ದಾರೆ ಎಂದರು. ಮಾಜಿ ಮುಖ್ಯಮಂತ್ರಿ ಯಡಿಯೂರಪ್ಪ ಅವರ ಪ್ರಕರಣಕ್ಕೂ ಹಾಲಿ ಮುಖ್ಯಮಂತ್ರಿಗಳಾದ ಸಿದ್ದರಾಮಯ್ಯ ಅವರ ಪ್ರಕರಣಕ್ಕೂ ಹೋಲಿಕೆ ಇಲ್ಲ. ಬಿಜೆಪಿ ನಾಯಕರು ಸಿದ್ದರಾಮಯ್ಯ ಅವರ ಜನಪ್ರಿಯತೆಯನ್ನು ಕುಗ್ಗಿಸಲು ಆಗಲ್ಲ ಎಂದರು.: [400, 443, 922, 507]
left-sidebar: [14, 216, 197, 902]
headline: ಅವಕಾಶ ವಂಚಿತರ ಯೋಜನೆಗಳ ಅನುಷ್ಠಾನದ ಬದ್ಧತೆ ಹೊಂದಲು ಅಧಿಕಾರಿಗಳಿಗೆ ಸಲಹೆ: [14, 911, 562, 935]
siddaramaiah-rahul-photo: [314, 605, 489, 755]
article-dk: [14, 216, 196, 488]
hampi-cleaning-photo: [650, 604, 927, 734]
